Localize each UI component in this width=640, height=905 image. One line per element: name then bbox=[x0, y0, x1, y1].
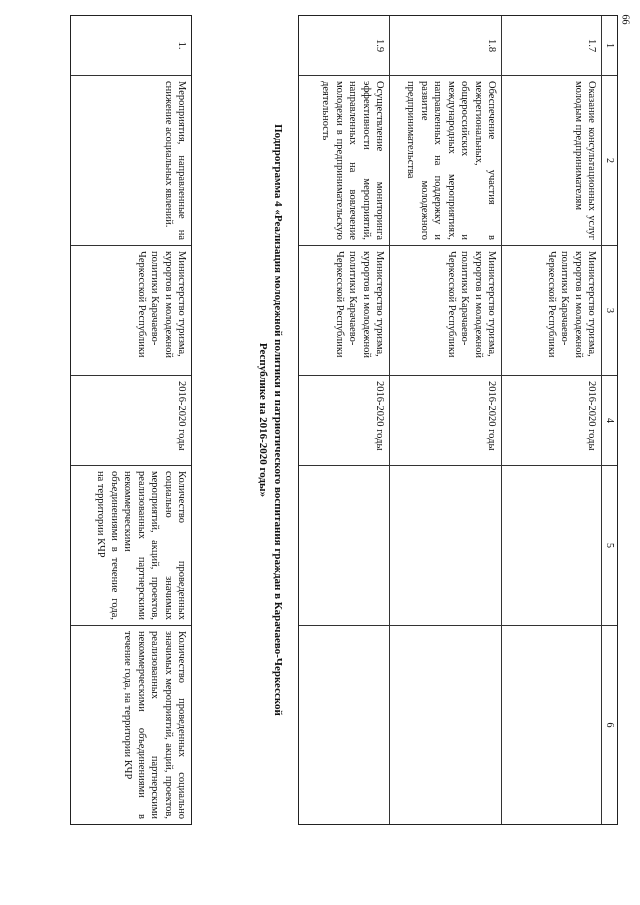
column-header-1: 1 bbox=[601, 16, 617, 76]
period-text: 2016-2020 годы bbox=[389, 376, 501, 466]
indicator-text bbox=[389, 466, 501, 626]
column-header-2: 2 bbox=[601, 76, 617, 246]
program-table-bottom bbox=[70, 15, 192, 825]
executor-text: Министерство туризма, курортов и молодежной политики Карачаево-Черкесской Республики bbox=[389, 246, 501, 376]
event-text: Оказание консультационных услуг молодым предпринимателям bbox=[501, 76, 601, 246]
row-number: 1.8 bbox=[389, 16, 501, 76]
value-text bbox=[501, 626, 601, 824]
program-table-top bbox=[298, 15, 618, 825]
row-number: 1.7 bbox=[501, 16, 601, 76]
executor-text: Министерство туризма, курортов и молодежной политики Карачаево-Черкесской Республики bbox=[299, 246, 389, 376]
row-number: 1.9 bbox=[299, 16, 389, 76]
event-text: Мероприятия, направленные на снижение асоциальных явлений. bbox=[71, 76, 191, 246]
event-text: Обеспечение участия в межрегиональных, общероссийских и международных мероприятиях, направленных на поддержку и развитие молодежного предпринимательства bbox=[389, 76, 501, 246]
period-text: 2016-2020 годы bbox=[501, 376, 601, 466]
indicator-text bbox=[501, 466, 601, 626]
value-text bbox=[389, 626, 501, 824]
row-number: 1. bbox=[71, 16, 191, 76]
executor-text: Министерство туризма, курортов и молодежной политики Карачаево-Черкесской Республики bbox=[501, 246, 601, 376]
subprogram-title: Подпрограмма 4 «Реализация молодежной политики и патриотического воспитания граждан в Карачаево-Черкесской Республике на 2016-2020 годы» bbox=[257, 124, 284, 716]
period-text: 2016-2020 годы bbox=[71, 376, 191, 466]
column-header-3: 3 bbox=[601, 246, 617, 376]
page-number: 66 bbox=[619, 14, 631, 25]
period-text: 2016-2020 годы bbox=[299, 376, 389, 466]
indicator-text: Количество проведенных социально значимых мероприятий, акций, проектов, реализованных партнерскими некоммерческими объединениями в течение года, на территории КЧР bbox=[71, 466, 191, 626]
event-text: Осуществление мониторинга эффективности мероприятий, направленных на вовлечение молодежи в предпринимательскую деятельность bbox=[299, 76, 389, 246]
executor-text: Министерство туризма, курортов и молодежной политики Карачаево-Черкесской Республики bbox=[71, 246, 191, 376]
column-header-4: 4 bbox=[601, 376, 617, 466]
indicator-text bbox=[299, 466, 389, 626]
value-text: Количество проведенных социально значимых мероприятий, акций, проектов, реализованных партнерскими некоммерческими объединениями в течение года, на территории КЧР bbox=[122, 631, 187, 819]
column-header-6: 6 bbox=[601, 626, 617, 824]
column-header-5: 5 bbox=[601, 466, 617, 626]
value-text bbox=[299, 626, 389, 824]
